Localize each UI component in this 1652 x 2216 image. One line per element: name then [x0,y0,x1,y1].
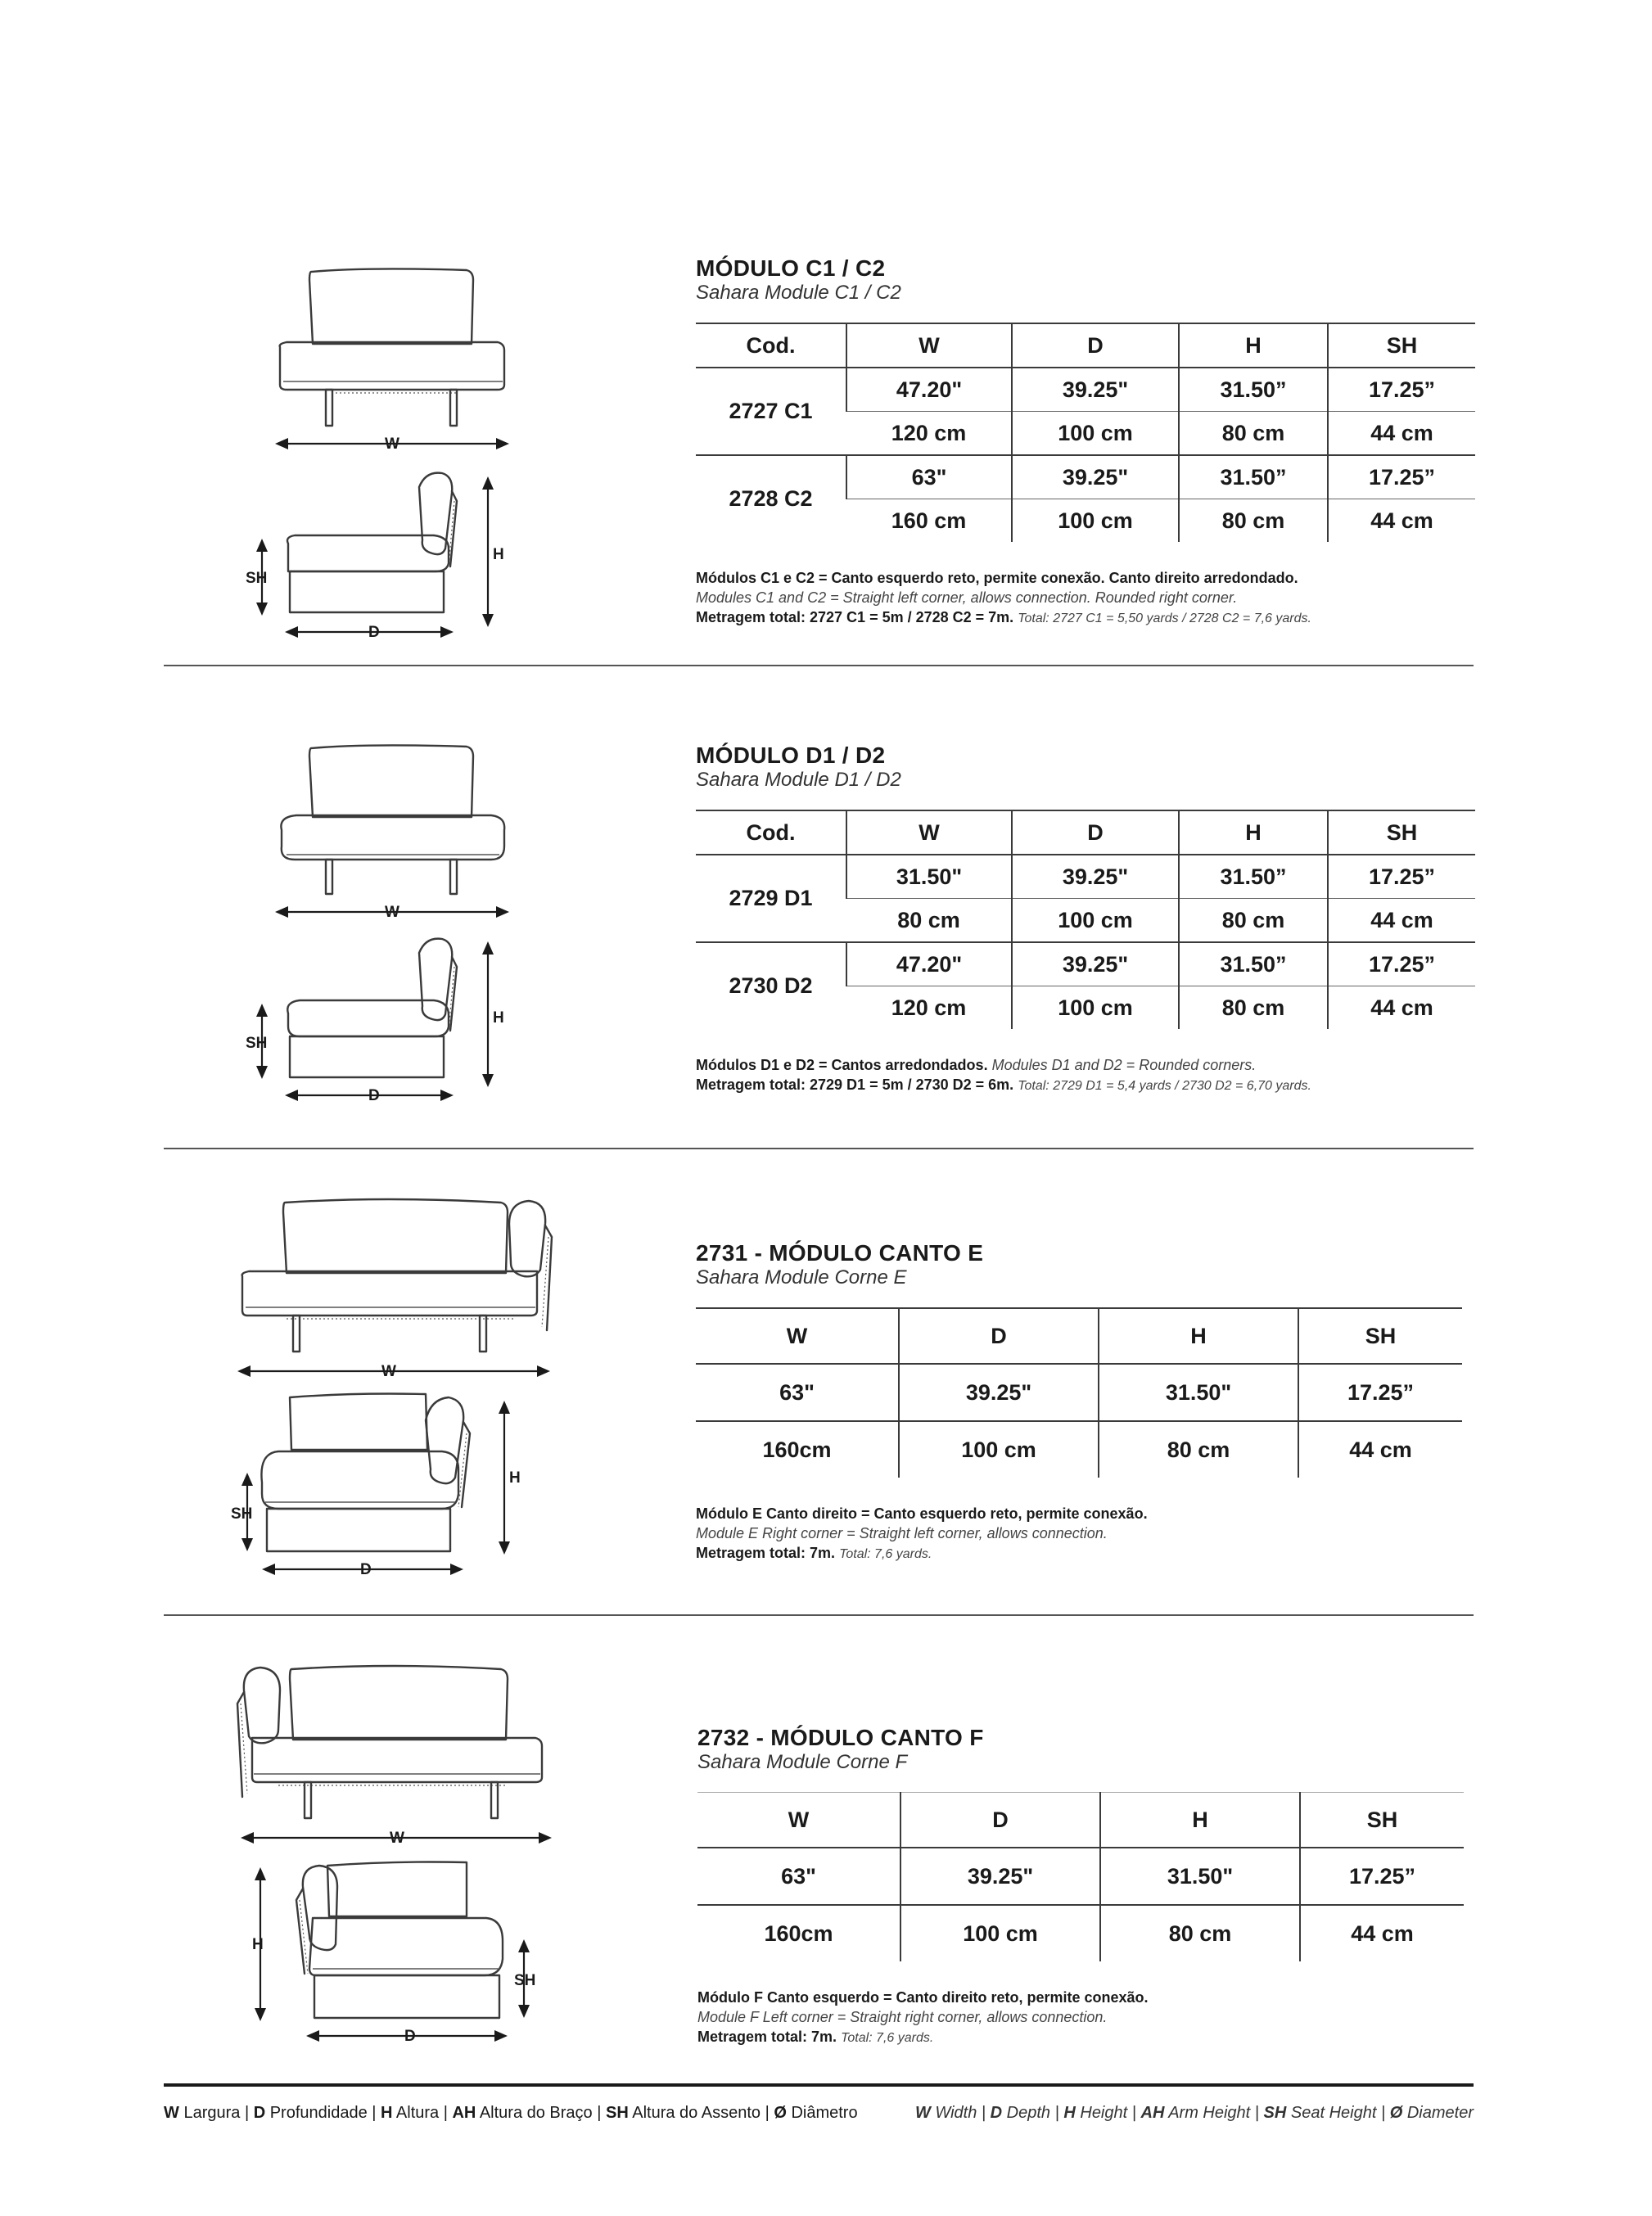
table-row [696,942,1475,986]
value-w-cm: 160cm [762,1437,832,1462]
total-pt: Metragem total: 2727 C1 = 5m / 2728 C2 = 7m. [696,609,1014,625]
dim-d-label: D [404,2028,416,2045]
module-d1-d2-drawing [221,738,532,1104]
col-header-w: W [846,323,1012,368]
module-subtitle: Sahara Module Corne E [696,1266,907,1289]
total-en: Total: 7,6 yards. [839,1547,932,1561]
dim-sh-label: SH [231,1505,253,1523]
dim-h-label: H [493,546,504,563]
value-d-cm: 100 cm [1012,899,1179,943]
legend-text: Altura do Braço | [476,2104,606,2122]
legend-text: Arm Height | [1164,2104,1264,2122]
front-view [237,1199,552,1380]
module-notes [697,1988,1464,2048]
note-en: Modules C1 and C2 = Straight left corner, allows connection. Rounded right corner. [696,589,1238,606]
col-header-d: D [900,1793,1100,1848]
module-c1-c2-info [696,255,1475,629]
sofa-d-diagram [221,738,532,1104]
dim-d-label: D [368,624,380,641]
front-view [275,269,509,453]
value-sh-cm: 44 cm [1328,499,1475,543]
total-en: Total: 2729 D1 = 5,4 yards / 2730 D2 = 6,70 yards. [1018,1079,1311,1093]
module-canto-f-drawing [221,1658,565,2051]
module-subtitle: Sahara Module C1 / C2 [696,282,901,304]
front-view [237,1666,552,1847]
value-h-inch: 31.50” [1179,368,1328,412]
section-divider [164,665,1474,666]
module-canto-e-info [696,1240,1462,1564]
value-h-cm: 80 cm [1179,499,1328,543]
sofa-f-diagram [221,1658,565,2051]
col-header-d: D [1012,323,1179,368]
value-d-cm: 100 cm [1012,499,1179,543]
legend-key: W [914,2104,931,2122]
module-d1-d2-info [696,742,1475,1096]
value-sh-inch: 17.25” [1300,1848,1464,1905]
legend-text: Profundidade | [265,2104,381,2122]
total-en: Total: 7,6 yards. [841,2031,934,2045]
col-header-sh: SH [1298,1308,1462,1364]
spec-table [696,323,1475,542]
spec-header-row [697,1793,1464,1848]
module-title: 2731 - MÓDULO CANTO E [696,1240,984,1266]
legend-key: SH [606,2104,629,2122]
sofa-e-diagram [221,1191,565,1584]
product-code: 2727 C1 [696,368,846,455]
product-code: 2729 D1 [696,855,846,942]
dim-w-label: W [390,1830,404,1847]
module-canto-e-drawing [221,1191,565,1584]
col-header-d: D [899,1308,1099,1364]
note-pt: Módulo F Canto esquerdo = Canto direito reto, permite conexão. [697,1989,1149,2006]
legend-key: W [164,2104,179,2122]
value-h-cm: 80 cm [1179,986,1328,1030]
value-h-inch: 31.50" [1099,1364,1298,1421]
legend-en [915,2104,1474,2123]
value-h-cm: 80 cm [1179,412,1328,456]
legend-key: H [1063,2104,1076,2122]
note-pt: Módulo E Canto direito = Canto esquerdo reto, permite conexão. [696,1505,1148,1522]
total-pt: Metragem total: 7m. [696,1545,836,1561]
value-d-cm: 100 cm [1012,412,1179,456]
value-d-inch: 39.25" [1012,455,1179,499]
dim-h-label: H [252,1936,264,1953]
note-pt: Módulos D1 e D2 = Cantos arredondados. [696,1057,988,1073]
value-w-cm: 160cm [764,1920,833,1946]
legend-text: Largura | [178,2104,254,2122]
col-header-h: H [1099,1308,1298,1364]
value-h-cm: 80 cm [1179,899,1328,943]
note-pt: Módulos C1 e C2 = Canto esquerdo reto, permite conexão. Canto direito arredondado. [696,570,1298,586]
side-view [252,1862,535,2046]
value-h-cm: 80 cm [1100,1905,1300,1961]
dim-sh-label: SH [514,1972,536,1989]
value-sh-cm: 44 cm [1298,1421,1462,1478]
module-notes [696,1504,1462,1564]
table-row [696,855,1475,899]
module-c1-c2-drawing [221,262,532,639]
module-notes [696,568,1475,629]
module-canto-f-info [697,1725,1464,2048]
col-header-code: Cod. [696,810,846,855]
module-title: 2732 - MÓDULO CANTO F [697,1725,984,1750]
col-header-w: W [846,810,1012,855]
col-header-w: W [697,1793,900,1848]
legend-key: H [381,2104,393,2122]
value-d-inch: 39.25" [1012,942,1179,986]
module-subtitle: Sahara Module D1 / D2 [696,769,901,791]
value-h-cm: 80 cm [1099,1421,1298,1478]
spec-header-row [696,1308,1462,1364]
dim-w-label: W [381,1363,396,1380]
legend-key: Ø [774,2104,787,2122]
col-header-sh: SH [1328,810,1475,855]
value-d-inch: 39.25" [1012,855,1179,899]
col-header-h: H [1179,810,1328,855]
legend-key: Ø [1389,2104,1403,2122]
col-header-h: H [1100,1793,1300,1848]
side-view [231,1394,521,1579]
value-w-inch: 63" [846,455,1012,499]
value-sh-inch: 17.25” [1298,1364,1462,1421]
value-w-inch: 63" [696,1364,899,1421]
sofa-c-diagram [221,262,532,639]
value-w-cm: 120 cm [891,995,967,1020]
value-w-cm: 80 cm [846,899,1012,943]
value-h-inch: 31.50” [1179,455,1328,499]
value-sh-inch: 17.25” [1328,455,1475,499]
value-w-inch: 31.50" [846,855,1012,899]
legend-text: Diâmetro [786,2104,858,2122]
section-divider [164,1614,1474,1616]
legend-pt [164,2104,858,2123]
value-h-inch: 31.50” [1179,942,1328,986]
module-title: MÓDULO C1 / C2 [696,255,886,281]
col-header-code: Cod. [696,323,846,368]
side-view [246,939,504,1104]
legend-text: Depth | [1002,2104,1064,2122]
footer-divider [164,2083,1474,2087]
value-sh-cm: 44 cm [1328,986,1475,1030]
spec-table [697,1792,1464,1961]
spec-header-row [696,323,1475,368]
table-row [697,1905,1464,1961]
legend-text: Altura | [392,2104,453,2122]
module-subtitle: Sahara Module Corne F [697,1751,908,1773]
value-h-inch: 31.50” [1179,855,1328,899]
legend-text: Width | [930,2104,991,2122]
module-title: MÓDULO D1 / D2 [696,742,886,768]
dim-h-label: H [509,1469,521,1487]
value-sh-inch: 17.25” [1328,855,1475,899]
value-d-inch: 39.25" [899,1364,1099,1421]
value-d-cm: 100 cm [1012,986,1179,1030]
product-code: 2730 D2 [729,973,813,998]
table-row [696,1364,1462,1421]
note-en: Module F Left corner = Straight right corner, allows connection. [697,2009,1108,2025]
legend-key: SH [1263,2104,1287,2122]
value-d-cm: 100 cm [899,1421,1099,1478]
value-d-cm: 100 cm [900,1905,1100,1961]
section-divider [164,1148,1474,1149]
total-pt: Metragem total: 7m. [697,2029,837,2045]
col-header-sh: SH [1328,323,1475,368]
note-en: Modules D1 and D2 = Rounded corners. [991,1057,1257,1073]
legend-text: Diameter [1402,2104,1474,2122]
legend-key: AH [452,2104,476,2122]
value-w-inch: 63" [697,1848,900,1905]
value-sh-inch: 17.25” [1328,942,1475,986]
col-header-d: D [1012,810,1179,855]
value-d-inch: 39.25" [1012,368,1179,412]
value-h-inch: 31.50" [1100,1848,1300,1905]
value-sh-cm: 44 cm [1328,412,1475,456]
table-row [696,368,1475,412]
footer-legend [164,2104,1474,2123]
col-header-w: W [696,1308,899,1364]
total-en: Total: 2727 C1 = 5,50 yards / 2728 C2 = 7,6 yards. [1018,612,1311,625]
legend-key: D [990,2104,1003,2122]
table-row [696,1421,1462,1478]
dim-h-label: H [493,1009,504,1027]
value-sh-inch: 17.25” [1328,368,1475,412]
value-w-inch: 47.20" [846,942,1012,986]
value-w-cm: 160 cm [891,508,967,533]
legend-key: AH [1140,2104,1165,2122]
note-en: Module E Right corner = Straight left corner, allows connection. [696,1525,1108,1541]
dim-w-label: W [385,436,399,453]
dim-w-label: W [385,904,399,921]
dim-d-label: D [368,1087,380,1104]
col-header-h: H [1179,323,1328,368]
front-view [275,745,509,921]
legend-text: Seat Height | [1286,2104,1390,2122]
table-row [697,1848,1464,1905]
value-w-inch: 47.20" [846,368,1012,412]
spec-header-row [696,810,1475,855]
value-d-inch: 39.25" [900,1848,1100,1905]
value-w-cm: 120 cm [846,412,1012,456]
dim-sh-label: SH [246,570,268,587]
col-header-sh: SH [1300,1793,1464,1848]
legend-key: D [253,2104,266,2122]
table-row [696,455,1475,499]
product-code: 2728 C2 [729,486,813,511]
dim-sh-label: SH [246,1035,268,1052]
legend-text: Altura do Assento | [628,2104,774,2122]
spec-table [696,810,1475,1029]
legend-text: Height | [1075,2104,1141,2122]
value-sh-cm: 44 cm [1300,1905,1464,1961]
spec-table [696,1307,1462,1478]
value-sh-cm: 44 cm [1328,899,1475,943]
dim-d-label: D [360,1561,372,1578]
module-notes [696,1055,1475,1096]
side-view [246,473,504,641]
total-pt: Metragem total: 2729 D1 = 5m / 2730 D2 = 6m. [696,1076,1014,1093]
